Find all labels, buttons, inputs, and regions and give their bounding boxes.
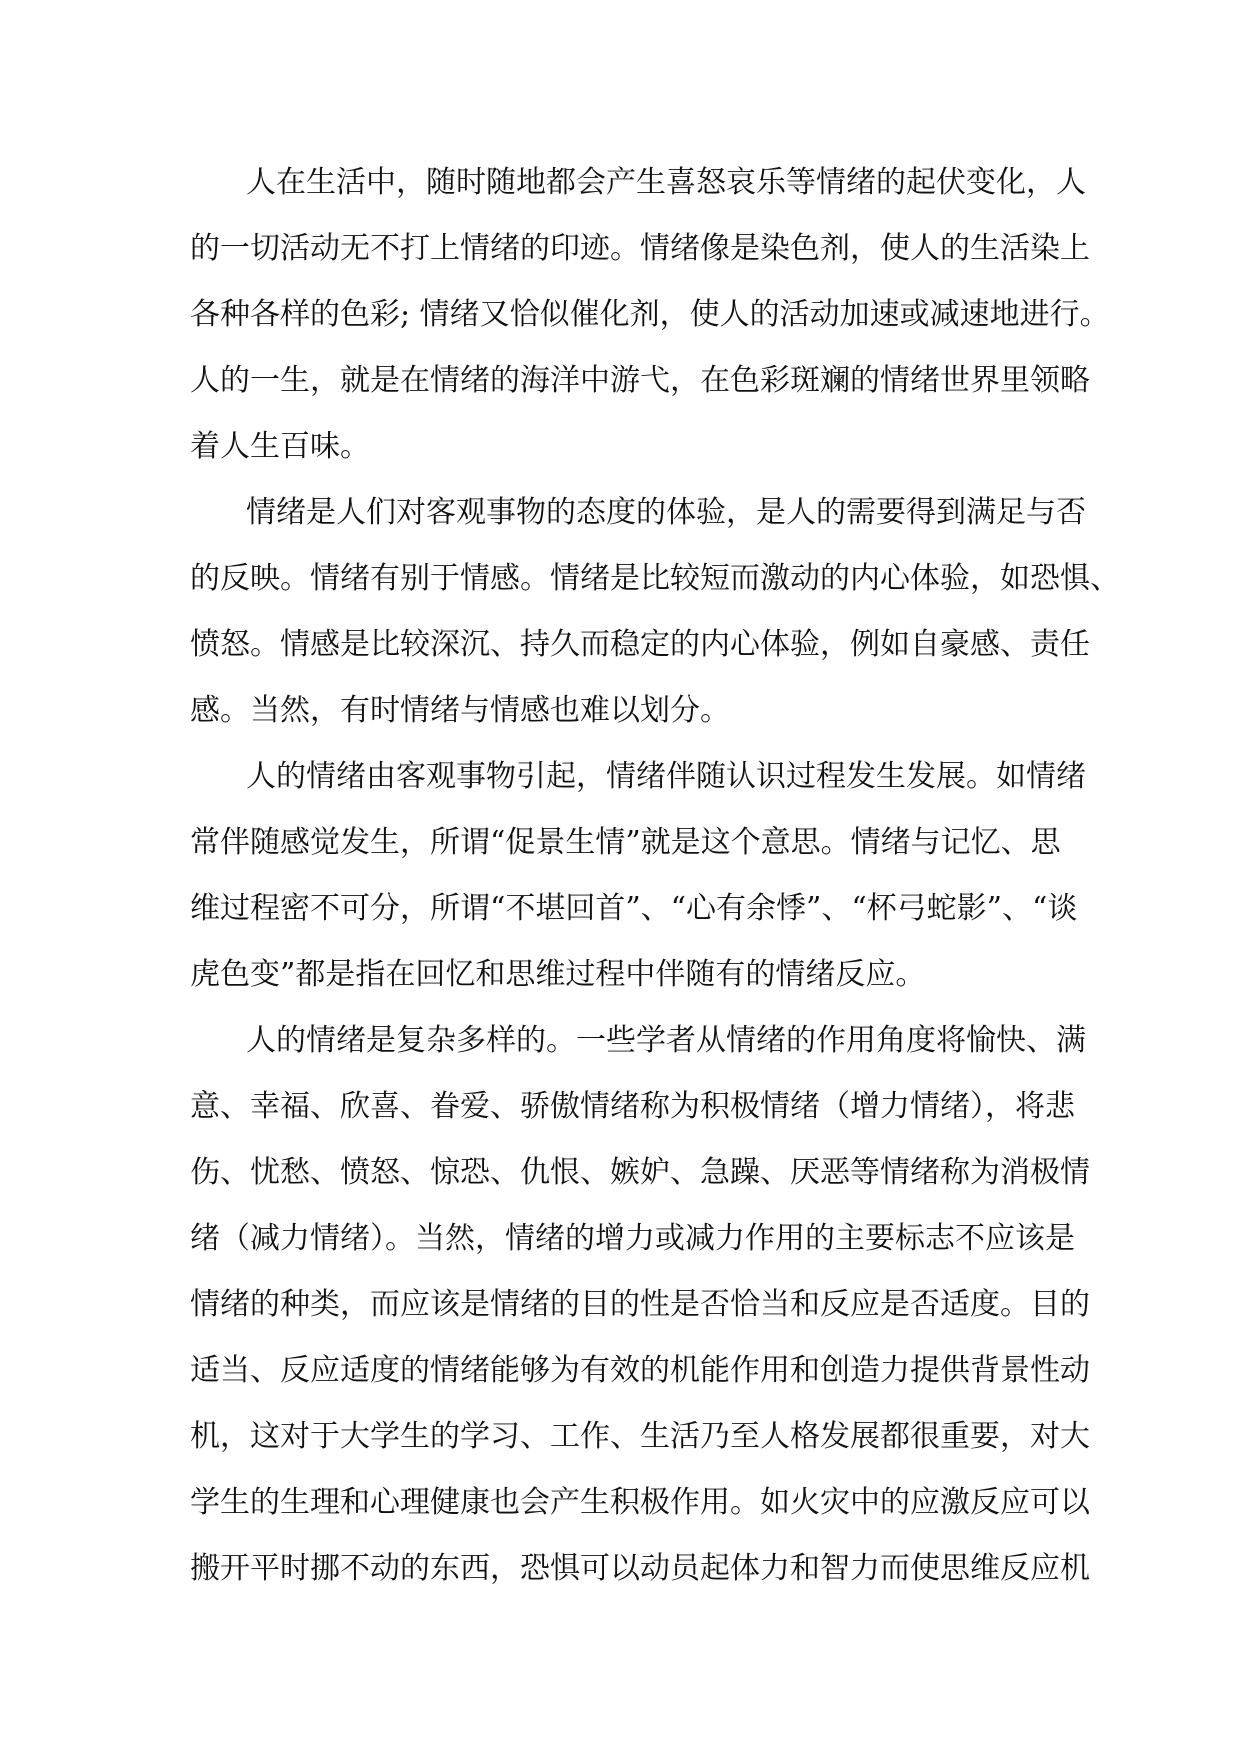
text-line: 人的一生，就是在情绪的海洋中游弋，在色彩斑斓的情绪世界里领略: [190, 363, 1090, 398]
text-line: 绪（减力情绪）。当然，情绪的增力或减力作用的主要标志不应该是: [190, 1221, 1075, 1256]
text-line: 意、幸福、欣喜、眷爱、骄傲情绪称为积极情绪（增力情绪），将悲: [190, 1089, 1075, 1124]
document-body: [190, 160, 1120, 1612]
text-line: 的反映。情绪有别于情感。情绪是比较短而激动的内心体验，如恐惧、: [190, 561, 1120, 596]
text-line: 虎色变”都是指在回忆和思维过程中伴随有的情绪反应。: [190, 957, 926, 992]
text-line: 维过程密不可分，所谓“不堪回首”、“心有余悸”、“杯弓蛇影”、“谈: [190, 891, 1078, 926]
text-line: 着人生百味。: [190, 429, 370, 464]
paragraph-1: [190, 160, 1110, 470]
text-line: 情绪是人们对客观事物的态度的体验，是人的需要得到满足与否: [246, 495, 1086, 530]
text-line: 搬开平时挪不动的东西，恐惧可以动员起体力和智力而使思维反应机: [190, 1551, 1090, 1586]
text-line: 学生的生理和心理健康也会产生积极作用。如火灾中的应激反应可以: [190, 1485, 1090, 1520]
text-line: 伤、忧愁、愤怒、惊恐、仇恨、嫉妒、急躁、厌恶等情绪称为消极情: [190, 1155, 1090, 1190]
text-line: 感。当然，有时情绪与情感也难以划分。: [190, 693, 730, 728]
text-line: 常伴随感觉发生，所谓“促景生情”就是这个意思。情绪与记忆、思: [190, 825, 1061, 860]
text-line: 人的情绪由客观事物引起，情绪伴随认识过程发生发展。如情绪: [246, 759, 1086, 794]
paragraph-4: [190, 1018, 1090, 1592]
paragraph-3: [190, 754, 1086, 998]
text-line: 各种各样的色彩; 情绪又恰似催化剂，使人的活动加速或减速地进行。: [190, 297, 1110, 332]
text-line: 适当、反应适度的情绪能够为有效的机能作用和创造力提供背景性动: [190, 1353, 1090, 1388]
text-line: 的一切活动无不打上情绪的印迹。情绪像是染色剂，使人的生活染上: [190, 231, 1090, 266]
text-line: 人在生活中，随时随地都会产生喜怒哀乐等情绪的起伏变化，人: [246, 165, 1086, 200]
text-line: 机，这对于大学生的学习、工作、生活乃至人格发展都很重要，对大: [190, 1419, 1090, 1454]
text-line: 愤怒。情感是比较深沉、持久而稳定的内心体验，例如自豪感、责任: [190, 627, 1090, 662]
text-line: 人的情绪是复杂多样的。一些学者从情绪的作用角度将愉快、满: [246, 1023, 1086, 1058]
paragraph-2: [190, 490, 1120, 734]
text-line: 情绪的种类，而应该是情绪的目的性是否恰当和反应是否适度。目的: [190, 1287, 1090, 1322]
